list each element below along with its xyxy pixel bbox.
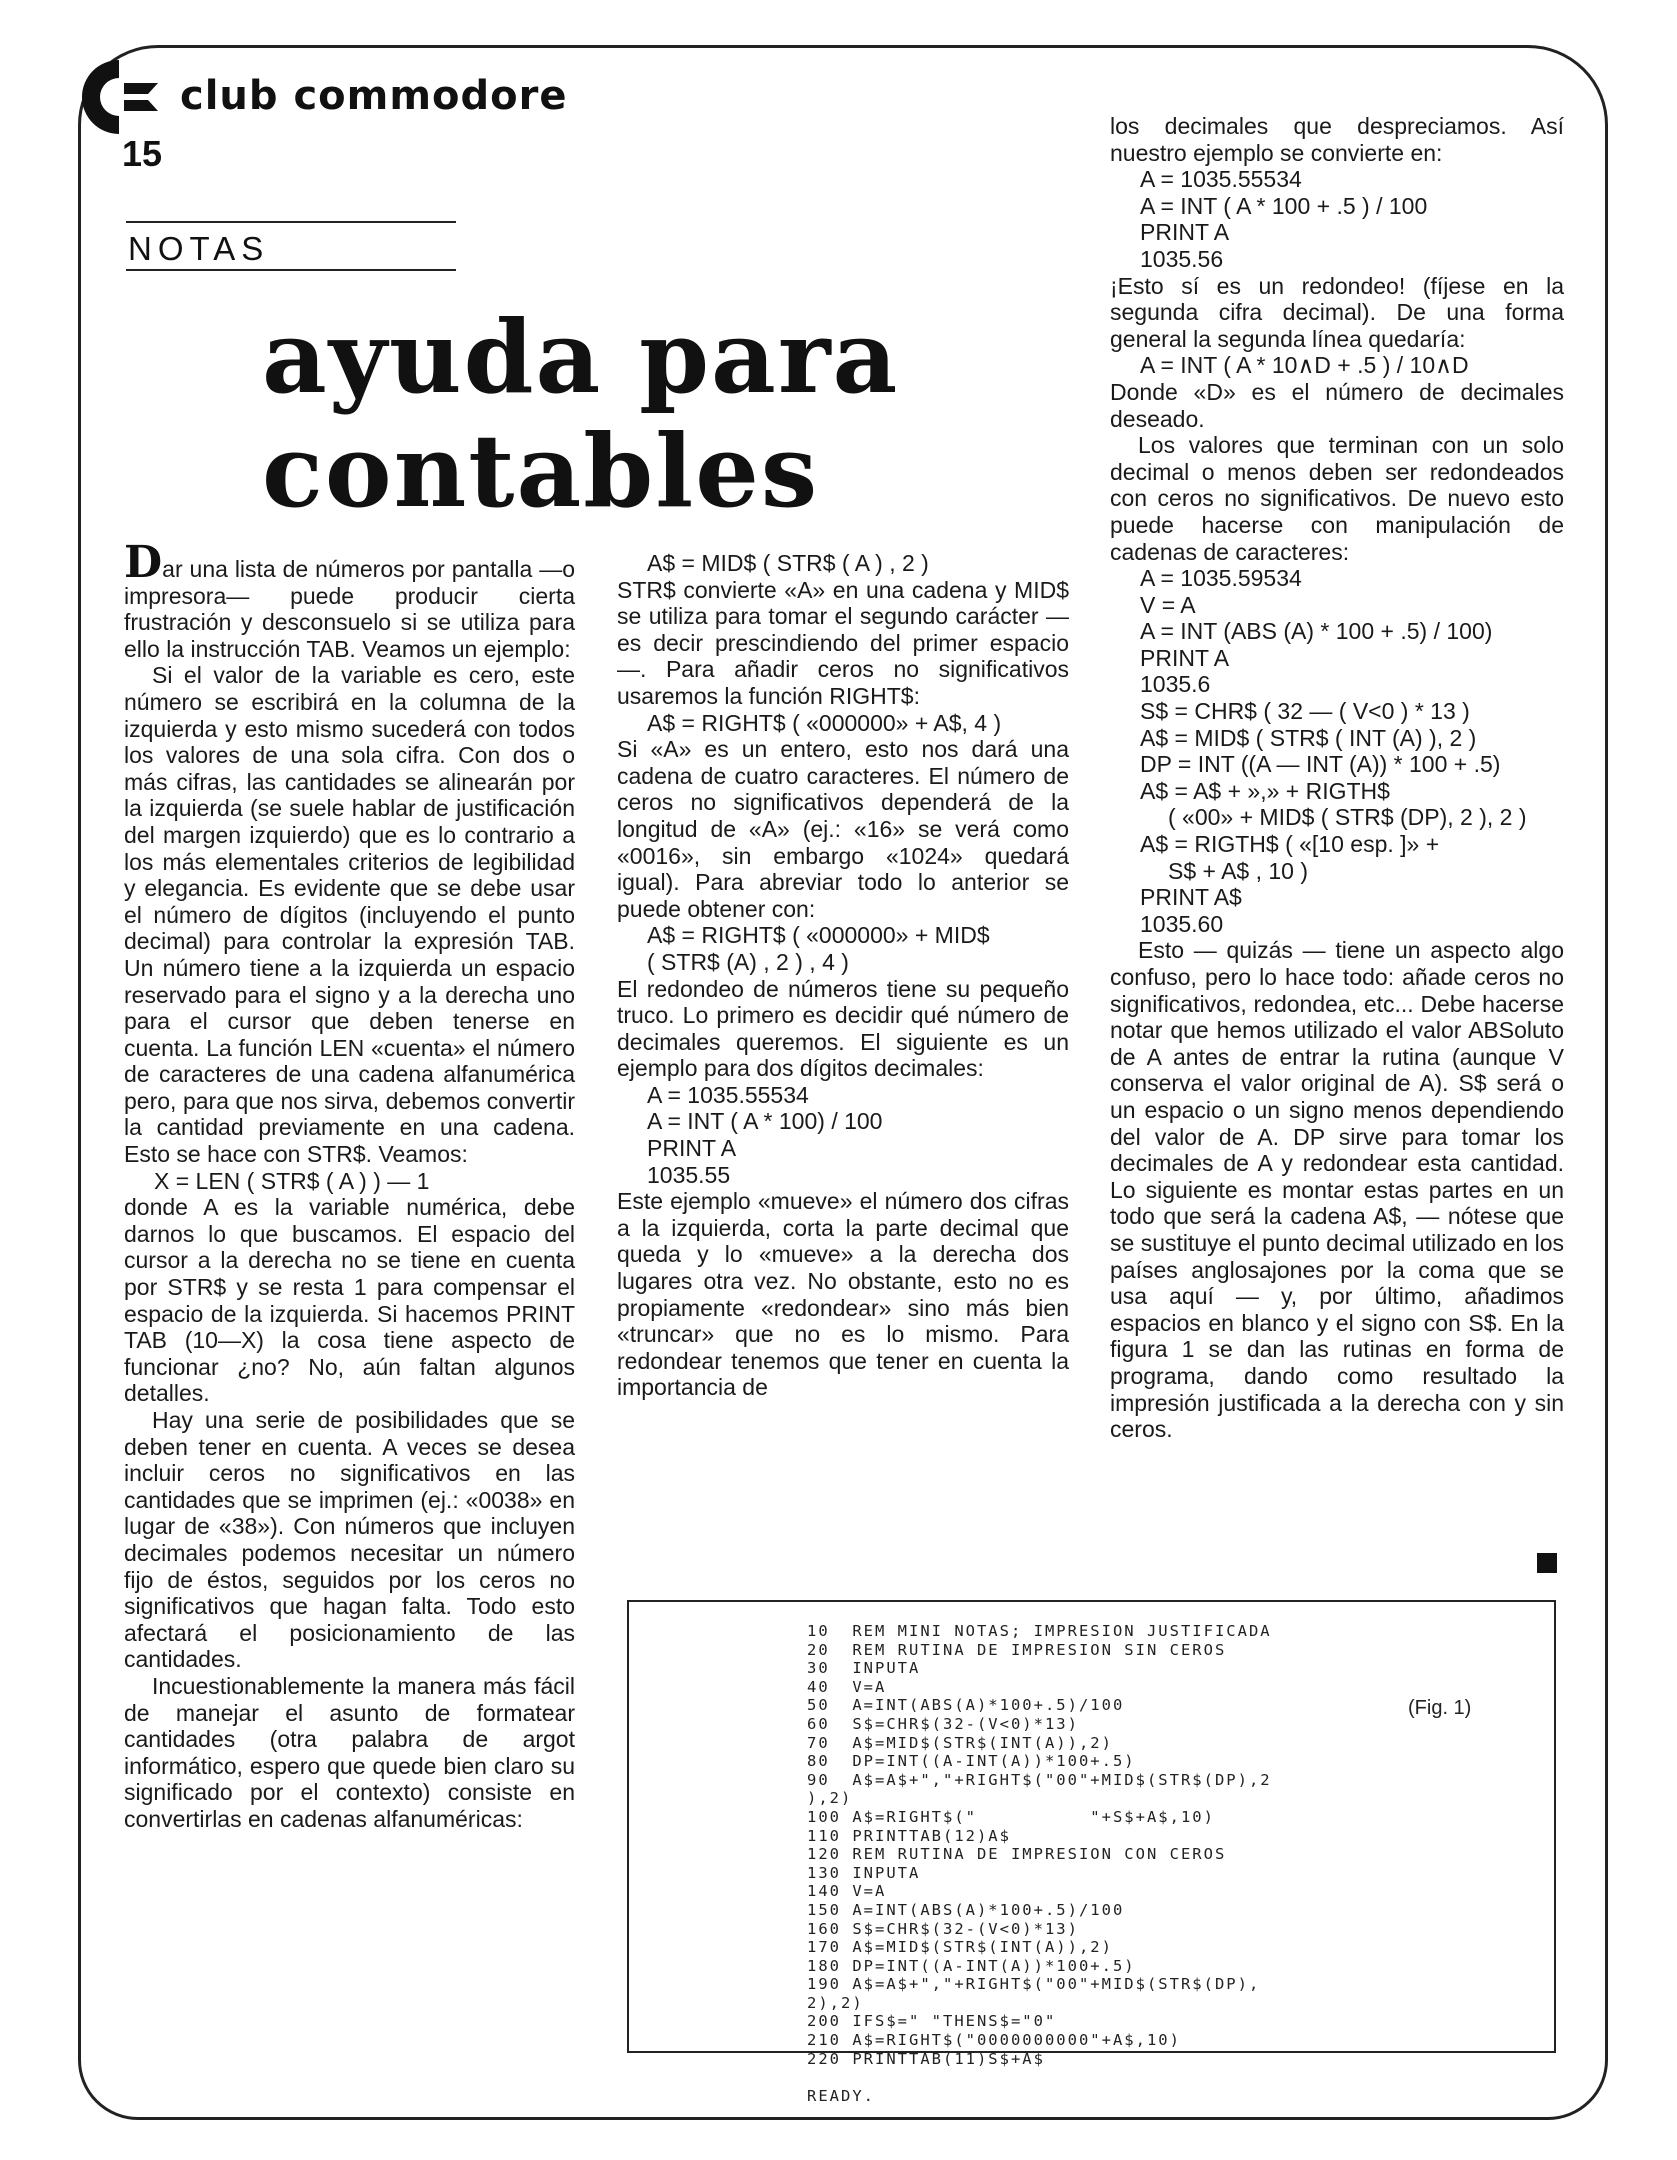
formula: 1035.56	[1140, 245, 1224, 272]
column-2	[617, 550, 1069, 1401]
paragraph: ¡Esto sí es un redondeo! (fíjese en la segunda cifra decimal). De una forma general la segunda línea quedaría:	[1110, 272, 1564, 352]
paragraph: Si «A» es un entero, esto nos dará una cadena de cuatro caracteres. El número de ceros no significativos dependerá de la longitud de «A» (ej.: «16» se verá como «0016», sin embargo «1024» quedará igual). Para abreviar todo lo anterior se puede obtener con:	[617, 736, 1069, 922]
title-line-1: ayuda para	[262, 298, 900, 416]
end-of-article-square	[1537, 1553, 1557, 1573]
column-1	[124, 537, 575, 1833]
formula: A = INT ( A * 100) / 100	[647, 1108, 883, 1135]
paragraph: Hay una serie de posibilidades que se deben tener en cuenta. A veces se desea incluir ceros no significativos en las cantidades que se imprimen (ej.: «0038» en lugar de «38»). Con números que incluyen decimales podemos necesitar un número fijo de éstos, seguidos por los ceros no significativos que hagan falta. Todo esto afectará el posicionamiento de las cantidades.	[124, 1407, 575, 1673]
paragraph: Los valores que terminan con un solo decimal o menos deben ser redondeados con ceros no significativos. De nuevo esto puede hacerse con manipulación de cadenas de caracteres:	[1110, 432, 1564, 565]
formula: S$ = CHR$ ( 32 — ( V<0 ) * 13 )	[1140, 698, 1470, 725]
title-line-2: contables	[262, 412, 820, 530]
formula: A$ = RIGHT$ ( «000000» + A$, 4 )	[647, 709, 1002, 736]
paragraph: donde A es la variable numérica, debe darnos lo que buscamos. El espacio del cursor a la derecha no se tiene en cuenta por STR$ y se resta 1 para compensar el espacio de la izquierda. Si hacemos PRINT TAB (10—X) la cosa tiene aspecto de funcionar ¿no? No, aún faltan algunos detalles.	[124, 1194, 575, 1407]
formula: ( «00» + MID$ ( STR$ (DP), 2 ), 2 )	[1168, 804, 1527, 831]
formula: A$ = MID$ ( STR$ ( INT (A) ), 2 )	[1140, 724, 1477, 751]
paragraph: El redondeo de números tiene su pequeño truco. Lo primero es decidir qué número de decimales queremos. El siguiente es un ejemplo para dos dígitos decimales:	[617, 975, 1069, 1082]
column-3	[1110, 113, 1564, 1443]
formula: A$ = MID$ ( STR$ ( A ) , 2 )	[647, 550, 929, 576]
page-number: 15	[122, 133, 163, 174]
paragraph: Si el valor de la variable es cero, este número se escribirá en la columna de la izquierda y esto mismo sucederá con todos los valores de una sola cifra. Con dos o más cifras, las cantidades se alinearán por la izquierda (se suele hablar de justificación del margen izquierdo) que es lo contrario a los más elementales criterios de legibilidad y elegancia. Es evidente que se debe usar el número de dígitos (incluyendo el punto decimal) para controlar la expresión TAB. Un número tiene a la izquierda un espacio reservado para el signo y a la derecha uno para el cursor que deben tenerse en cuenta. La función LEN «cuenta» el número de caracteres de una cadena alfanumérica pero, para que nos sirva, debemos convertir la cantidad previamente en una cadena. Esto se hace con STR$. Veamos:	[124, 662, 575, 1168]
formula: PRINT A	[647, 1135, 737, 1162]
formula: V = A	[1140, 591, 1196, 618]
figure-caption: (Fig. 1)	[1408, 1697, 1472, 1719]
paragraph: STR$ convierte «A» en una cadena y MID$ se utiliza para tomar el segundo carácter — es decir prescindiendo del primer espacio —. Para añadir ceros no significativos usaremos la función RIGHT$:	[617, 576, 1069, 709]
formula: A$ = RIGHT$ ( «000000» + MID$	[647, 922, 990, 949]
paragraph: Este ejemplo «mueve» el número dos cifras a la izquierda, corta la parte decimal que queda y lo «mueve» a la derecha dos lugares otra vez. No obstante, esto no es propiamente «redondear» sino más bien «truncar» que no es lo mismo. Para redondear tenemos que tener en cuenta la importancia de	[617, 1188, 1069, 1401]
formula: PRINT A	[1140, 644, 1230, 671]
formula: 1035.6	[1140, 671, 1211, 698]
program-listing: 10 REM MINI NOTAS; IMPRESION JUSTIFICADA 20 REM RUTINA DE IMPRESION SIN CEROS 30 INPUTA 40 V=A 50 A=INT(ABS(A)*100+.5)/100 60 S$=CHR$(32-(V<0)*13) 70 A$=MID$(STR$(INT(A)),2) 80 DP=INT((A-INT(A))*100+.5) 90 A$=A$+","+RIGHT$("00"+MID$(STR$(DP),2 ),2) 100 A$=RIGHT$(" "+S$+A$,10) 110 PRINTTAB(12)A$ 120 REM RUTINA DE IMPRESION CON CEROS 130 INPUTA 140 V=A 150 A=INT(ABS(A)*100+.5)/100 160 S$=CHR$(32-(V<0)*13) 170 A$=MID$(STR$(INT(A)),2) 180 DP=INT((A-INT(A))*100+.5) 190 A$=A$+","+RIGHT$("00"+MID$(STR$(DP), 2),2) 200 IFS$=" "THENS$="0" 210 A$=RIGHT$("0000000000"+A$,10) 220 PRINTTAB(11)S$+A$ READY.	[807, 1622, 1272, 2105]
paragraph: Dar una lista de números por pantalla —o impresora— puede producir cierta frustración y desconsuelo si se utiliza para ello la instrucción TAB. Veamos un ejemplo:	[124, 537, 575, 662]
section-label: NOTAS	[128, 230, 270, 267]
section-rule-top	[126, 221, 456, 223]
formula: 1035.60	[1140, 910, 1224, 937]
formula: A = INT (ABS (A) * 100 + .5) / 100)	[1140, 618, 1493, 645]
paragraph: Incuestionablemente la manera más fácil de manejar el asunto de formatear cantidades (otra palabra de argot informático, espero que quede bien claro su significado por el contexto) consiste en convertirlas en cadenas alfanuméricas:	[124, 1672, 575, 1832]
formula: X = LEN ( STR$ ( A ) ) — 1	[154, 1167, 430, 1194]
formula: A = 1035.55534	[1140, 166, 1302, 193]
formula: DP = INT ((A — INT (A)) * 100 + .5)	[1140, 751, 1501, 778]
formula: PRINT A$	[1140, 884, 1242, 911]
article-title	[262, 300, 899, 528]
drop-cap: D	[124, 537, 163, 588]
formula: A = 1035.55534	[647, 1081, 809, 1108]
section-rule-bottom	[126, 269, 456, 271]
formula: A = INT ( A * 100 + .5 ) / 100	[1140, 192, 1428, 219]
paragraph: Esto — quizás — tiene un aspecto algo confuso, pero lo hace todo: añade ceros no significativos, redondea, etc... Debe hacerse notar que hemos utilizado el valor ABSoluto de A antes de entrar la rutina (aunque V conserva el valor original de A). S$ será o un espacio o un signo menos dependiendo del valor de A. DP sirve para tomar los decimales de A y redondear esta cantidad. Lo siguiente es montar estas partes en un todo que será la cadena A$, — nótese que se sustituye el punto decimal utilizado en los países anglosajones por la coma que se usa aquí — y, por último, añadimos espacios en blanco y el signo con S$. En la figura 1 se dan las rutinas en forma de programa, dando como resultado la impresión justificada a la derecha con y sin ceros.	[1110, 937, 1564, 1443]
formula: ( STR$ (A) , 2 ) , 4 )	[647, 948, 849, 975]
paragraph: Donde «D» es el número de decimales deseado.	[1110, 378, 1564, 432]
formula: 1035.55	[647, 1161, 731, 1188]
paragraph: los decimales que despreciamos. Así nuestro ejemplo se convierte en:	[1110, 113, 1564, 166]
formula: A = 1035.59534	[1140, 565, 1302, 592]
brand-name: club commodore	[180, 73, 568, 119]
formula: A = INT ( A * 10∧D + .5 ) / 10∧D	[1140, 352, 1469, 379]
formula: A$ = RIGTH$ ( «[10 esp. ]» +	[1140, 831, 1440, 858]
formula: S$ + A$ , 10 )	[1168, 857, 1309, 884]
formula: PRINT A	[1140, 219, 1230, 246]
commodore-logo-icon	[78, 56, 160, 138]
formula: A$ = A$ + »,» + RIGTH$	[1140, 777, 1390, 804]
